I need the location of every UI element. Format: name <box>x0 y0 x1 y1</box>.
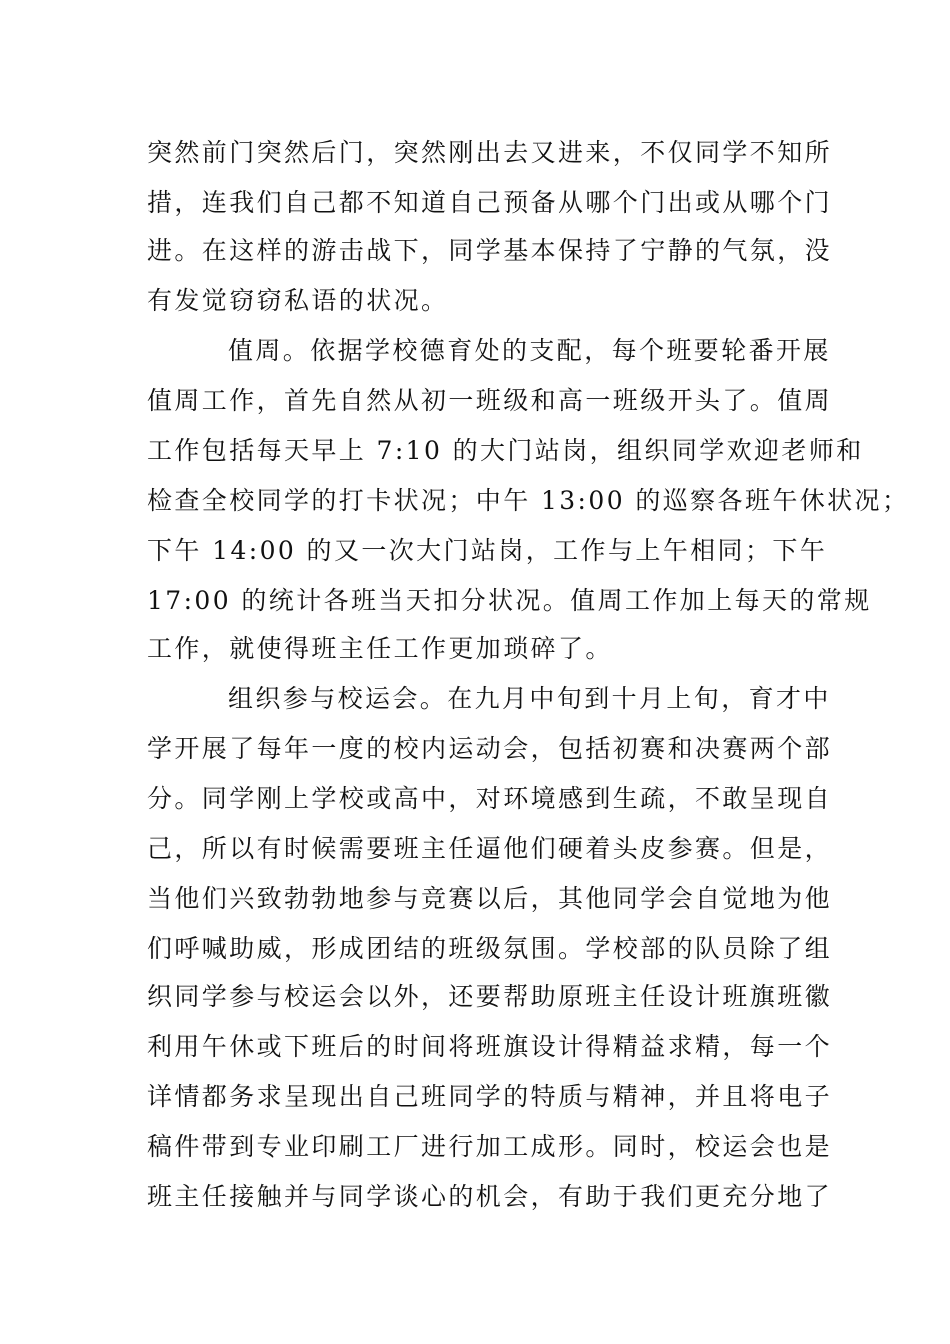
text-line: 学开展了每年一度的校内运动会，包括初赛和决赛两个部 <box>147 734 833 763</box>
text-line: 17:00 的统计各班当天扣分状况。值周工作加上每天的常规 <box>147 586 872 615</box>
text-line: 值周工作，首先自然从初一班级和高一班级开头了。值周 <box>147 386 833 415</box>
text-line: 利用午休或下班后的时间将班旗设计得精益求精，每一个 <box>147 1032 833 1061</box>
text-line: 检查全校同学的打卡状况；中午 13:00 的巡察各班午休状况； <box>147 486 910 515</box>
text-line: 分。同学刚上学校或高中，对环境感到生疏，不敢呈现自 <box>147 784 833 813</box>
text-line: 织同学参与校运会以外，还要帮助原班主任设计班旗班徽 <box>147 982 833 1011</box>
text-line: 有发觉窃窃私语的状况。 <box>147 286 449 315</box>
text-line: 详情都务求呈现出自己班同学的特质与精神，并且将电子 <box>147 1082 833 1111</box>
text-line: 工作包括每天早上 7:10 的大门站岗，组织同学欢迎老师和 <box>147 436 864 465</box>
paragraph-start-line: 组织参与校运会。在九月中旬到十月上旬，育才中 <box>228 684 831 713</box>
text-line: 下午 14:00 的又一次大门站岗，工作与上午相同；下午 <box>147 536 828 565</box>
text-line: 们呼喊助威，形成团结的班级氛围。学校部的队员除了组 <box>147 934 833 963</box>
text-line: 己，所以有时候需要班主任逼他们硬着头皮参赛。但是， <box>147 834 833 863</box>
text-line: 稿件带到专业印刷工厂进行加工成形。同时，校运会也是 <box>147 1132 833 1161</box>
text-line: 当他们兴致勃勃地参与竞赛以后，其他同学会自觉地为他 <box>147 884 833 913</box>
text-line: 措，连我们自己都不知道自己预备从哪个门出或从哪个门 <box>147 188 833 217</box>
text-line: 班主任接触并与同学谈心的机会，有助于我们更充分地了 <box>147 1182 833 1211</box>
paragraph-start-line: 值周。依据学校德育处的支配，每个班要轮番开展 <box>228 336 831 365</box>
text-line: 进。在这样的游击战下，同学基本保持了宁静的气氛，没 <box>147 236 833 265</box>
text-line: 工作，就使得班主任工作更加琐碎了。 <box>147 634 613 663</box>
text-line: 突然前门突然后门，突然刚出去又进来，不仅同学不知所 <box>147 138 833 167</box>
